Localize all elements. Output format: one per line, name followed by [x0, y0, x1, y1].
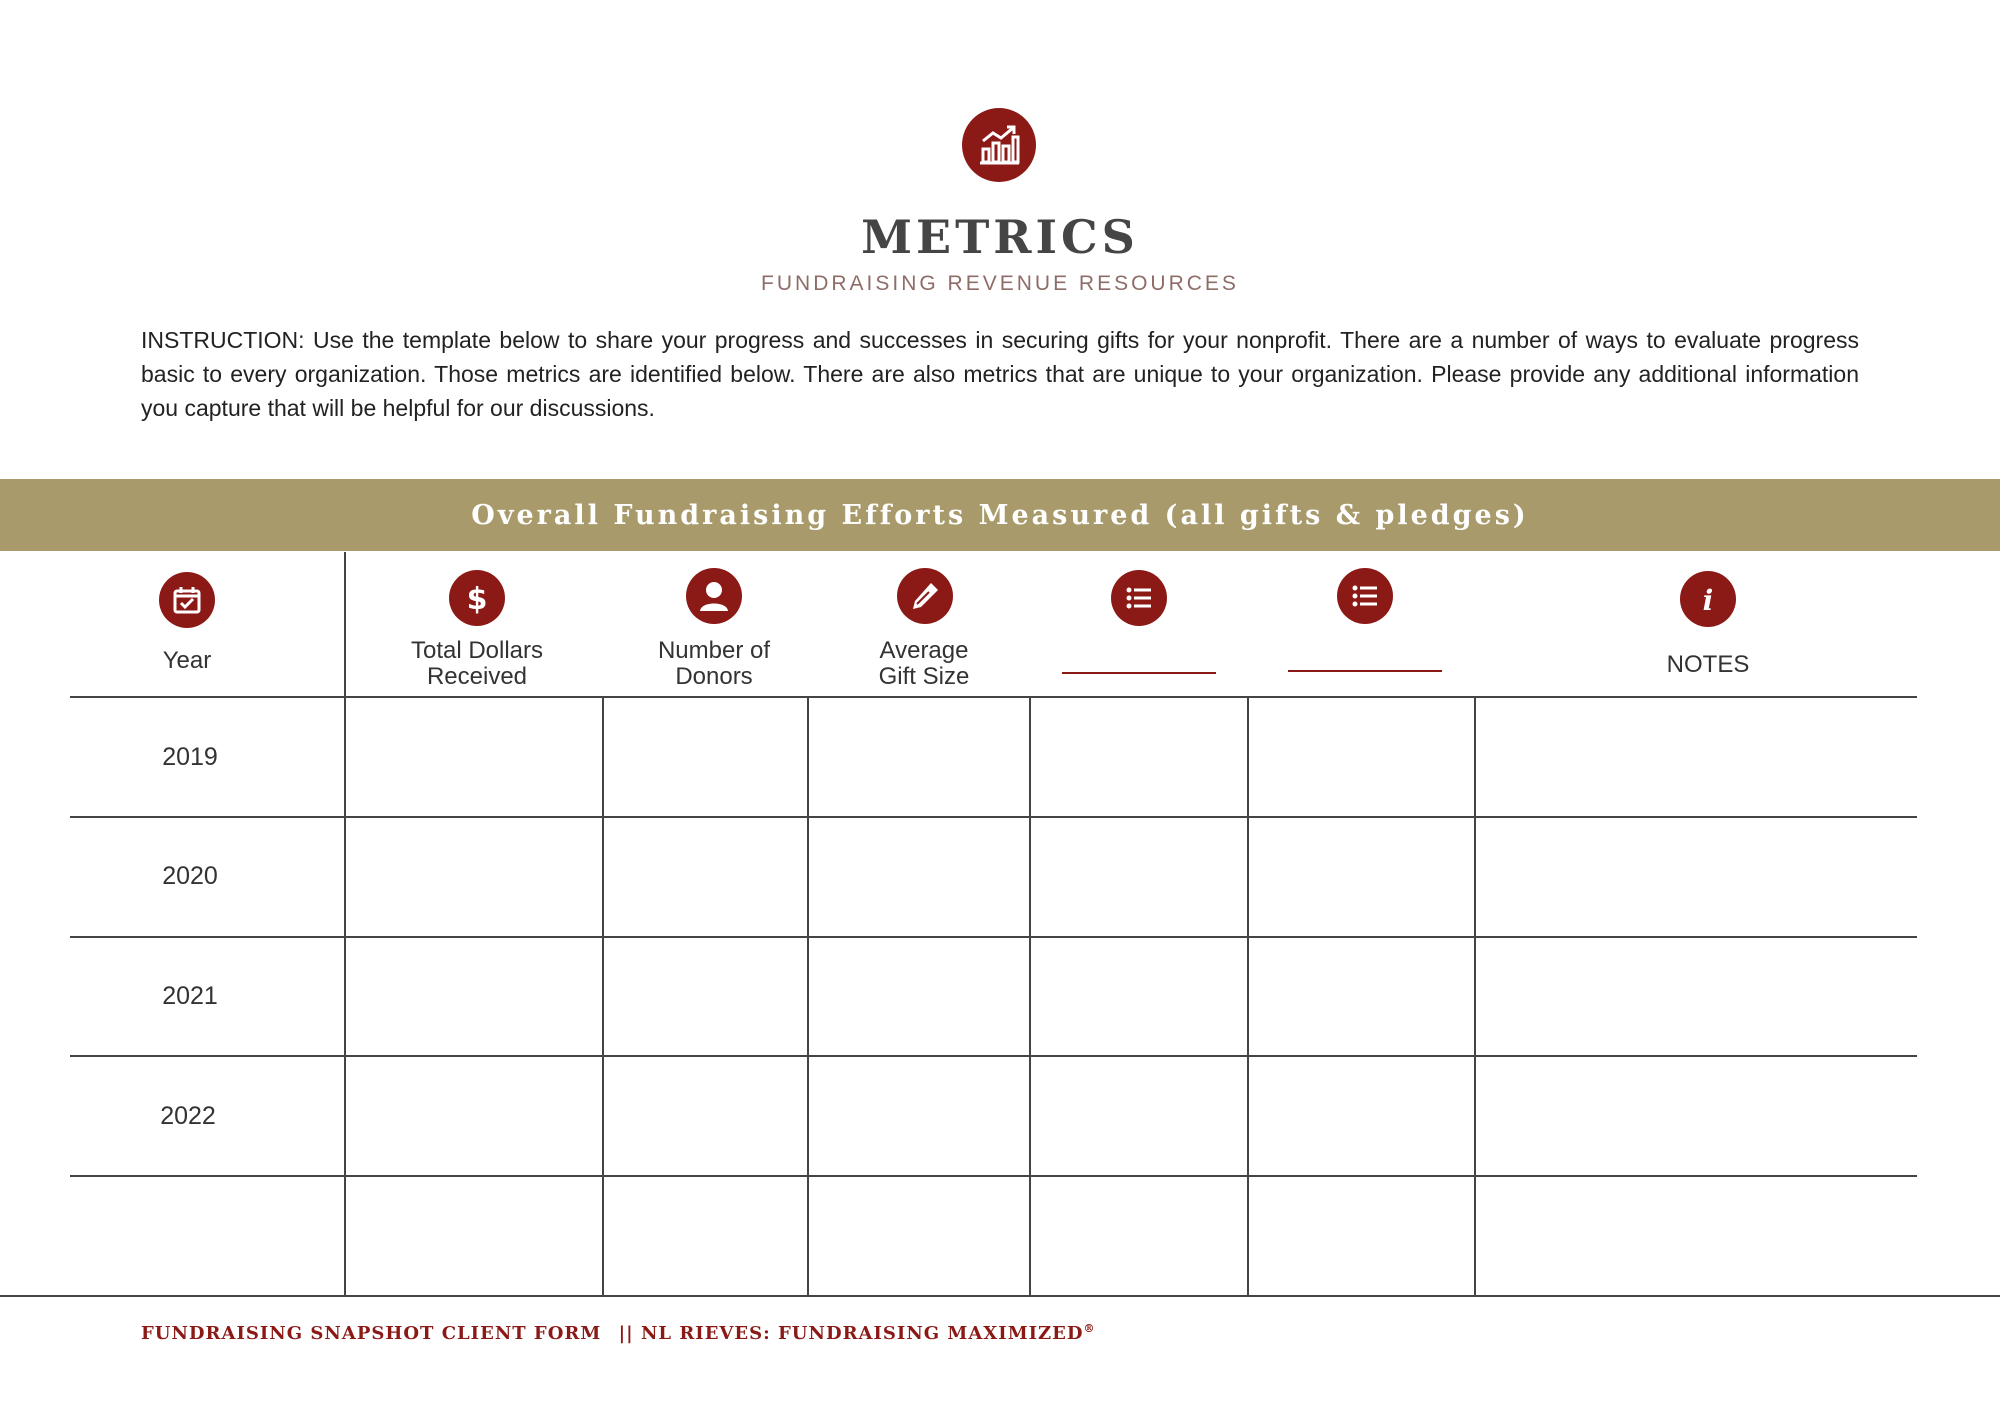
column-header-average-gift-size: Average Gift Size: [878, 637, 970, 690]
instruction-text: INSTRUCTION: Use the template below to share your progress and successes in securing gifts for your nonprofit. There are a number of ways to evaluate progress basic to every organization. Those metrics are identified below. There are also metrics that are unique to your organization. Please provide any additional information you capture that will be helpful for our discussions.: [141, 327, 1859, 421]
list-icon: [1337, 568, 1393, 624]
chart-growth-icon: [962, 108, 1036, 182]
footer-form-name: FUNDRAISING SNAPSHOT CLIENT FORM: [141, 1323, 602, 1344]
section-band: [0, 479, 2000, 551]
table-cell[interactable]: [346, 818, 601, 935]
calendar-check-icon: [159, 572, 215, 628]
column-header-blank-2[interactable]: [1288, 670, 1442, 672]
dollar-icon: [449, 570, 505, 626]
notes-cell[interactable]: [1476, 698, 1916, 815]
column-header-number-of-donors: Number of Donors: [657, 637, 771, 690]
notes-cell[interactable]: [1476, 818, 1916, 935]
notes-cell[interactable]: [1476, 1177, 1916, 1294]
person-icon: [686, 568, 742, 624]
column-divider: [1247, 697, 1249, 1296]
table-cell[interactable]: [346, 698, 601, 815]
table-cell[interactable]: [346, 1177, 601, 1294]
table-bottom-border: [0, 1295, 2000, 1297]
column-header-notes: NOTES: [1666, 651, 1750, 678]
registered-mark: ®: [1083, 1322, 1096, 1335]
svg-text:$: $: [466, 582, 488, 614]
column-header-blank-1[interactable]: [1062, 672, 1216, 674]
pen-icon: [897, 568, 953, 624]
info-icon: [1680, 571, 1736, 627]
column-header-total-dollars: Total Dollars Received: [410, 637, 544, 690]
table-cell[interactable]: [346, 1057, 601, 1174]
column-divider: [807, 697, 809, 1296]
notes-cell[interactable]: [1476, 1057, 1916, 1174]
column-divider: [1029, 697, 1031, 1296]
svg-text:i: i: [1702, 584, 1714, 615]
table-cell[interactable]: [346, 938, 601, 1054]
notes-cell[interactable]: [1476, 938, 1916, 1054]
footer-separator: ||: [618, 1323, 634, 1344]
list-icon: [1111, 570, 1167, 626]
footer: [141, 1322, 1096, 1344]
column-divider: [602, 697, 604, 1296]
year-cell: 2019: [162, 743, 218, 771]
year-cell: 2020: [162, 862, 218, 890]
year-cell: 2022: [160, 1102, 216, 1130]
page-subtitle: FUNDRAISING REVENUE RESOURCES: [761, 272, 1239, 295]
year-cell: 2021: [162, 982, 218, 1010]
band-title: Overall Fundraising Efforts Measured (all gifts & pledges): [471, 499, 1529, 531]
column-header-year: Year: [162, 647, 212, 674]
footer-brand: NL RIEVES: FUNDRAISING MAXIMIZED: [640, 1323, 1084, 1344]
page-title: METRICS: [861, 210, 1139, 264]
